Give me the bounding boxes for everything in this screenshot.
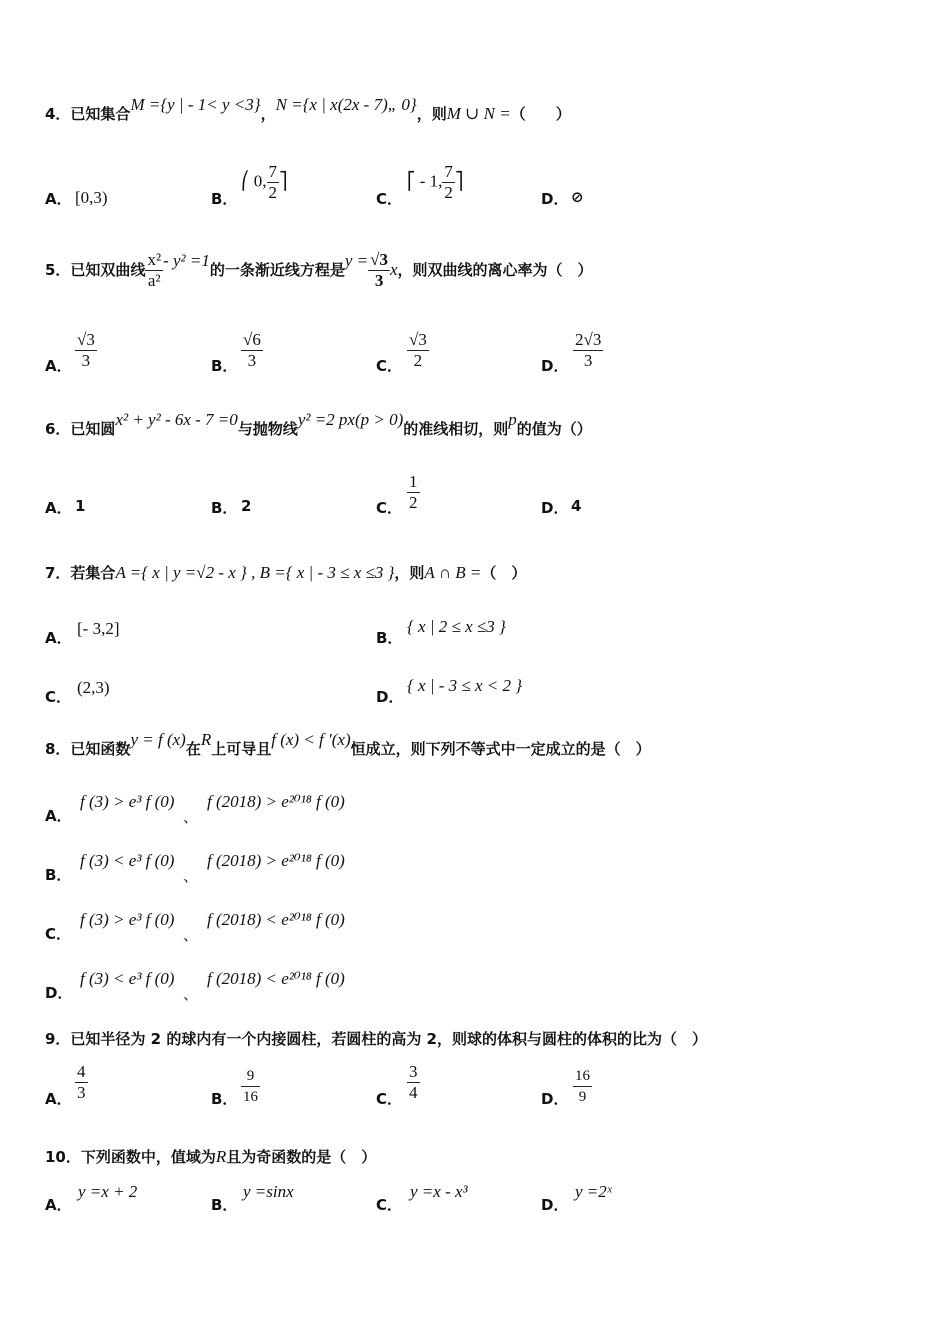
q5-frac2-den: 3 (374, 271, 384, 290)
q8-d-expr2: f (2018) < e²⁰¹⁸ f (0) (207, 969, 345, 988)
q8-b-expr2: f (2018) > e²⁰¹⁸ f (0) (207, 851, 345, 870)
q5-option-d-label: D． (541, 357, 569, 375)
q4-option-a-expr: [0,3) (75, 188, 108, 207)
q5-stem-post: ，则双曲线的离心率为（ ） (397, 261, 593, 279)
q9-option-a-label: A． (45, 1090, 72, 1108)
q6-c-num: 1 (409, 472, 418, 491)
q9-option-d-label: D． (541, 1090, 569, 1108)
q4-option-b-label: B． (211, 190, 238, 208)
q10-stem-pre: 10．下列函数中，值域为 (45, 1148, 216, 1166)
q8-option-d-label: D． (45, 984, 73, 1002)
q5-frac-sqrt3 (368, 250, 390, 291)
question-8-stem (45, 730, 651, 759)
q5-option-d-frac (573, 330, 603, 371)
q5-d-den: 3 (583, 351, 593, 370)
q9-b-num: 9 (241, 1066, 260, 1087)
q8-c-expr2: f (2018) < e²⁰¹⁸ f (0) (207, 910, 345, 929)
question-4-stem (45, 95, 571, 124)
q9-option-c-frac (407, 1062, 420, 1103)
q6-stem-mid2: 的准线相切，则 (403, 420, 509, 438)
q7-intersection: A ∩ B = (424, 563, 482, 582)
q8-a-expr1: f (3) > e³ f (0) (80, 792, 175, 811)
q5-a-num: √3 (77, 330, 95, 349)
q5-c-num: √3 (409, 330, 427, 349)
q5-c-den: 2 (413, 351, 423, 370)
q9-d-num: 16 (573, 1066, 592, 1087)
q8-b-sep: 、 (183, 867, 199, 885)
question-8-option-a (45, 790, 925, 850)
q10-stem-post: 且为奇函数的是（ ） (226, 1148, 377, 1166)
q6-circle-eq: x² + y² - 6x - 7 =0 (115, 410, 238, 429)
question-9-options (45, 1062, 925, 1122)
q8-a-expr2: f (2018) > e²⁰¹⁸ f (0) (207, 792, 345, 811)
q7-option-c-label: C． (45, 688, 72, 706)
question-6-options (45, 472, 925, 532)
question-8-option-c (45, 908, 925, 968)
q9-stem: 9．已知半径为 2 的球内有一个内接圆柱，若圆柱的高为 2，则球的体积与圆柱的体积的比为（ ） (45, 1030, 707, 1048)
q5-option-a-label: A． (45, 357, 72, 375)
q4-b-den: 2 (268, 183, 277, 202)
question-7-options-row1 (45, 615, 925, 675)
q10-option-a-label: A． (45, 1196, 72, 1214)
question-5-options (45, 330, 925, 390)
q4-option-d-expr: ⊘ (571, 188, 584, 206)
q5-stem-pre: 5．已知双曲线 (45, 261, 146, 279)
q7-option-a-label: A． (45, 629, 72, 647)
question-7-stem (45, 562, 526, 583)
q9-option-d-frac (573, 1066, 592, 1107)
q8-stem-post: 恒成立，则下列不等式中一定成立的是（ ） (350, 740, 651, 758)
question-7-options-row2 (45, 674, 925, 734)
q5-math-mid: - y² =1 (163, 251, 210, 270)
q5-d-num: 2√3 (575, 330, 602, 349)
question-10-options (45, 1180, 925, 1240)
q6-option-d-text: 4 (571, 497, 582, 515)
q7-option-b-expr: { x | 2 ≤ x ≤3 } (407, 617, 506, 636)
q5-frac-x-a (145, 250, 163, 291)
q5-option-c-frac (407, 330, 429, 371)
q6-option-c-frac (407, 472, 420, 513)
q5-frac2-num: √3 (370, 250, 388, 269)
q7-stem-post: （ ） (481, 564, 527, 582)
q7-option-a-expr: [- 3,2] (77, 619, 120, 638)
q8-r: R (200, 730, 212, 749)
q5-option-a-frac (75, 330, 97, 371)
q9-option-b-label: B． (211, 1090, 238, 1108)
q10-option-d-label: D． (541, 1196, 569, 1214)
q6-stem-pre: 6．已知圆 (45, 420, 116, 438)
q6-option-c-label: C． (376, 499, 403, 517)
q8-c-sep: 、 (183, 926, 199, 944)
q5-frac-den: a² (147, 271, 161, 290)
q6-option-b-label: B． (211, 499, 238, 517)
q10-option-c-expr: y =x - x³ (410, 1182, 468, 1201)
q9-c-num: 3 (409, 1062, 418, 1081)
q4-b-num: 7 (268, 162, 277, 181)
q9-option-c-label: C． (376, 1090, 403, 1108)
q5-b-den: 3 (247, 351, 257, 370)
q4-b-pre: ⎛ 0, (241, 171, 267, 191)
q8-function: y = f (x) (130, 730, 186, 749)
q7-option-b-label: B． (376, 629, 403, 647)
q4-c-pre: ⎡ - 1, (407, 171, 443, 191)
q6-option-a-label: A． (45, 499, 72, 517)
q8-option-b-label: B． (45, 866, 72, 884)
question-8-option-b (45, 849, 925, 909)
q4-option-c-label: C． (376, 190, 403, 208)
q7-sets: A ={ x | y =√2 - x } , B ={ x | - 3 ≤ x ≤3 } (115, 563, 395, 582)
question-8-option-d (45, 967, 925, 1027)
q4-option-c-expr (407, 162, 463, 203)
q5-math-y: y = (344, 251, 369, 270)
question-5-stem (45, 250, 593, 291)
q5-option-c-label: C． (376, 357, 403, 375)
q4-c-num: 7 (444, 162, 453, 181)
q9-option-b-frac (241, 1066, 260, 1107)
q10-option-b-expr: y =sinx (243, 1182, 294, 1201)
q4-union: M ∪ N = (446, 104, 511, 123)
q6-parabola-eq: y² =2 px(p > 0) (297, 410, 404, 429)
q9-option-a-frac (75, 1062, 88, 1103)
q4-option-d-label: D． (541, 190, 569, 208)
q10-r: R (215, 1147, 227, 1166)
q7-option-d-label: D． (376, 688, 404, 706)
q5-a-den: 3 (81, 351, 91, 370)
q8-stem-mid2: 上可导且 (211, 740, 272, 758)
q6-stem-post: 的值为（） (516, 420, 592, 438)
q5-b-num: √6 (243, 330, 261, 349)
question-9-stem (45, 1028, 707, 1049)
question-6-stem (45, 410, 592, 439)
q8-condition: f (x) < f ′(x) (271, 730, 351, 749)
q7-option-c-expr: (2,3) (77, 678, 110, 697)
q4-option-b-expr (241, 162, 288, 203)
q4-set-n: N ={x | x(2x - 7)„ 0} (275, 95, 417, 114)
q7-option-d-expr: { x | - 3 ≤ x < 2 } (407, 676, 523, 695)
q8-d-expr1: f (3) < e³ f (0) (80, 969, 175, 988)
q4-option-a-label: A． (45, 190, 72, 208)
q7-stem-pre: 7．若集合 (45, 564, 116, 582)
q5-stem-mid: 的一条渐近线方程是 (209, 261, 345, 279)
q8-option-a-label: A． (45, 807, 72, 825)
q4-set-m: M ={y | - 1< y <3} (130, 95, 261, 114)
q5-option-b-label: B． (211, 357, 238, 375)
q8-stem-pre: 8．已知函数 (45, 740, 131, 758)
q9-a-den: 3 (77, 1083, 86, 1102)
q9-a-num: 4 (77, 1062, 86, 1081)
q4-c-post: ⎤ (454, 171, 464, 191)
q5-option-b-frac (241, 330, 263, 371)
q8-c-expr1: f (3) > e³ f (0) (80, 910, 175, 929)
q4-stem-mid: ，则 (416, 105, 447, 123)
q9-c-den: 4 (409, 1083, 418, 1102)
q6-stem-mid: 与抛物线 (237, 420, 298, 438)
q10-option-c-label: C． (376, 1196, 403, 1214)
q4-c-den: 2 (444, 183, 453, 202)
q9-d-den: 9 (578, 1089, 587, 1105)
question-4-options (45, 160, 925, 220)
q9-b-den: 16 (243, 1089, 258, 1105)
q4-stem-pre: 4．已知集合 (45, 105, 131, 123)
q10-option-a-expr: y =x + 2 (78, 1182, 138, 1201)
q4-b-post: ⎤ (279, 171, 288, 191)
q10-option-b-label: B． (211, 1196, 238, 1214)
q7-stem-mid: ，则 (394, 564, 425, 582)
q8-stem-mid: 在 (185, 740, 201, 758)
q10-option-d-expr: y =2ˣ (575, 1182, 612, 1201)
q4-stem-post: （ ） (510, 105, 571, 123)
q8-option-c-label: C． (45, 925, 72, 943)
q8-a-sep: 、 (183, 808, 199, 826)
q4-sep: ， (260, 105, 276, 123)
q6-option-a-text: 1 (75, 497, 86, 515)
q5-frac-num: x² (147, 250, 162, 269)
q8-d-sep: 、 (183, 985, 199, 1003)
q6-option-d-label: D． (541, 499, 569, 517)
q6-option-b-text: 2 (241, 497, 252, 515)
q8-b-expr1: f (3) < e³ f (0) (80, 851, 175, 870)
q6-c-den: 2 (409, 493, 418, 512)
q5-math-x: x (389, 260, 398, 279)
question-10-stem (45, 1146, 376, 1167)
q6-p: p (508, 410, 517, 429)
